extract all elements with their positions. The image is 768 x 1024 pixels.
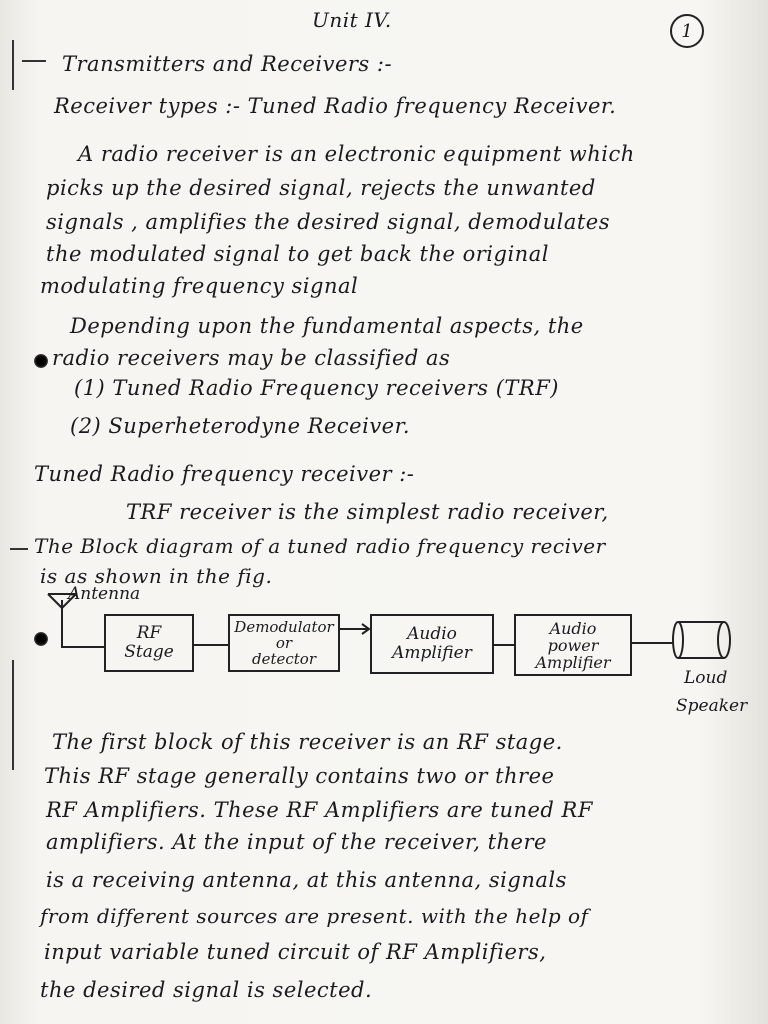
subsection-title: Tuned Radio frequency receiver :- — [34, 462, 415, 486]
block-label: Stage — [124, 642, 174, 662]
paragraph-line: is a receiving antenna, at this antenna, signals — [46, 868, 567, 892]
margin-line-bottom — [12, 660, 14, 770]
list-item: (1) Tuned Radio Frequency receivers (TRF) — [74, 376, 560, 400]
block-label: Audio — [407, 624, 457, 644]
antenna-label: Antenna — [68, 584, 141, 604]
subsection-title: Receiver types :- Tuned Radio frequency Receiver. — [54, 94, 617, 118]
unit-heading: Unit IV. — [312, 8, 392, 32]
paragraph-line: picks up the desired signal, rejects the unwanted — [46, 176, 596, 200]
paragraph-line: modulating frequency signal — [40, 274, 359, 298]
paragraph-line: the modulated signal to get back the original — [46, 242, 549, 266]
speaker-label: Speaker — [676, 696, 748, 716]
block-label: Amplifier — [392, 643, 472, 663]
paragraph-line: amplifiers. At the input of the receiver, there — [46, 830, 547, 854]
arrow-icon — [338, 622, 372, 636]
audio-amplifier-block — [370, 614, 494, 674]
margin-dash — [10, 548, 28, 550]
margin-line-top — [12, 40, 14, 90]
paragraph-line: the desired signal is selected. — [40, 978, 373, 1002]
audio-power-amplifier-block — [514, 614, 632, 676]
list-item: (2) Superheterodyne Receiver. — [70, 414, 411, 438]
wire — [194, 644, 230, 646]
demodulator-block — [228, 614, 340, 672]
paragraph-line: The first block of this receiver is an RF stage. — [52, 730, 563, 754]
paragraph-line: A radio receiver is an electronic equipment which — [78, 142, 635, 166]
paragraph-line: from different sources are present. with the help of — [40, 904, 589, 928]
speaker-icon — [668, 616, 738, 666]
paragraph-line: Depending upon the fundamental aspects, the — [70, 314, 584, 338]
paragraph-line: radio receivers may be classified as — [52, 346, 451, 370]
punch-hole-top — [34, 354, 48, 368]
block-label: power — [547, 635, 599, 655]
block-label: detector — [251, 650, 316, 668]
paragraph-line: The Block diagram of a tuned radio frequency reciver — [34, 534, 606, 558]
block-label: RF — [136, 623, 162, 643]
paragraph-line: is as shown in the fig. — [40, 564, 273, 588]
margin-dash — [22, 60, 46, 62]
block-label: or — [275, 634, 293, 652]
paragraph-line: TRF receiver is the simplest radio receiver, — [126, 500, 609, 524]
wire — [494, 644, 516, 646]
wire — [62, 646, 106, 648]
section-title: Transmitters and Receivers :- — [62, 52, 393, 76]
page-number: 1 — [670, 14, 704, 48]
paragraph-line: RF Amplifiers. These RF Amplifiers are tuned RF — [46, 798, 593, 822]
paragraph-line: This RF stage generally contains two or three — [44, 764, 555, 788]
block-label: Demodulator — [234, 618, 334, 636]
speaker-label: Loud — [684, 668, 728, 688]
paragraph-line: signals , amplifies the desired signal, demodulates — [46, 210, 611, 234]
block-label: Audio — [549, 618, 597, 638]
block-label: Amplifier — [535, 652, 611, 672]
rf-stage-block — [104, 614, 194, 672]
paragraph-line: input variable tuned circuit of RF Amplifiers, — [44, 940, 547, 964]
